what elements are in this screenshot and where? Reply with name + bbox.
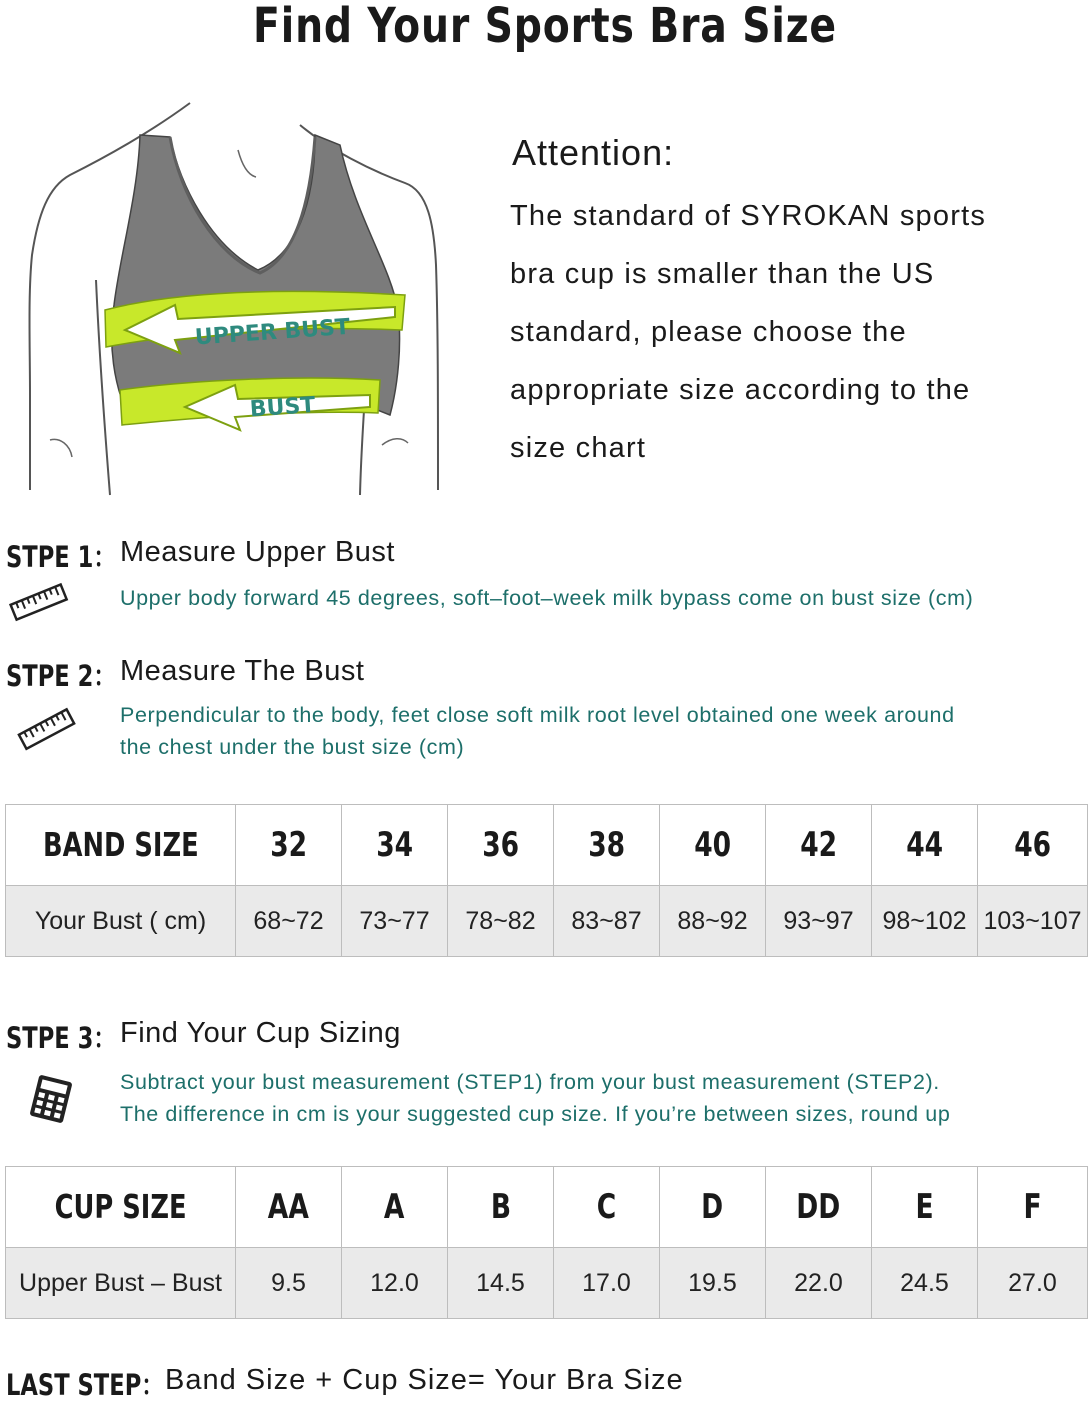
page-title: Find Your Sports Bra Size [253,0,837,54]
bust-range-row [6,886,1088,957]
band-size-table [5,804,1088,957]
band-size-cell: 34 [342,805,448,886]
step2-description-line: the chest under the bust size (cm) [120,735,465,759]
cup-size-header-row [6,1167,1088,1248]
band-size-cell: 46 [978,805,1088,886]
band-size-cell: 32 [236,805,342,886]
bust-range-cell: 103~107 [978,886,1088,957]
cup-size-cell: E [872,1167,978,1248]
step2-label: STPE 2： [6,659,116,693]
bust-range-cell: 78~82 [448,886,554,957]
bust-range-cell: 93~97 [766,886,872,957]
step2-description [120,699,955,763]
cup-size-cell: F [978,1167,1088,1248]
bust-range-cell: 83~87 [554,886,660,957]
cup-difference-cell: 19.5 [660,1248,766,1319]
upper-bust-label: UPPER BUST [194,314,351,351]
cup-difference-cell: 17.0 [554,1248,660,1319]
attention-line: standard, please choose the [510,316,907,348]
step2-description-line: Perpendicular to the body, feet close soft milk root level obtained one week around [120,703,955,727]
attention-line: The standard of SYROKAN sports [510,200,987,232]
step3-label: STPE 3： [6,1021,116,1055]
cup-difference-cell: 24.5 [872,1248,978,1319]
cup-difference-cell: 27.0 [978,1248,1088,1319]
attention-line: bra cup is smaller than the US [510,258,935,290]
last-step-label: LAST STEP： [6,1368,164,1402]
cup-difference-cell: 22.0 [766,1248,872,1319]
band-size-cell: 38 [554,805,660,886]
bust-range-cell: 88~92 [660,886,766,957]
cup-size-cell: A [342,1167,448,1248]
step2-title: Measure The Bust [120,655,365,687]
last-step-text: Band Size + Cup Size= Your Bra Size [165,1364,684,1396]
step1-title: Measure Upper Bust [120,536,395,568]
attention-heading: Attention: [512,132,675,173]
band-size-cell: 36 [448,805,554,886]
cup-difference-label: Upper Bust – Bust [6,1248,236,1319]
attention-line: appropriate size according to the [510,374,971,406]
ruler-icon [8,580,70,626]
attention-line: size chart [510,432,647,464]
cup-difference-cell: 9.5 [236,1248,342,1319]
bust-range-cell: 98~102 [872,886,978,957]
step1-description: Upper body forward 45 degrees, soft–foot–week milk bypass come on bust size (cm) [120,586,974,610]
cup-difference-row [6,1248,1088,1319]
band-size-header-label: BAND SIZE [6,805,236,886]
bust-label: BUST [249,392,317,423]
attention-text [510,187,1050,477]
cup-size-cell: AA [236,1167,342,1248]
step3-description [120,1066,950,1130]
calculator-icon [24,1072,78,1126]
ruler-icon [16,705,78,755]
cup-difference-cell: 14.5 [448,1248,554,1319]
step3-description-line: The difference in cm is your suggested cup size. If you’re between sizes, round up [120,1102,951,1126]
band-size-header-row [6,805,1088,886]
cup-size-cell: D [660,1167,766,1248]
band-size-cell: 40 [660,805,766,886]
band-size-cell: 44 [872,805,978,886]
cup-size-header-label: CUP SIZE [6,1167,236,1248]
cup-size-cell: B [448,1167,554,1248]
cup-size-table [5,1166,1088,1319]
step1-label: STPE 1： [6,540,116,574]
bust-range-cell: 73~77 [342,886,448,957]
step3-description-line: Subtract your bust measurement (STEP1) from your bust measurement (STEP2). [120,1070,940,1094]
cup-difference-cell: 12.0 [342,1248,448,1319]
cup-size-cell: C [554,1167,660,1248]
bust-range-cell: 68~72 [236,886,342,957]
cup-size-cell: DD [766,1167,872,1248]
band-size-cell: 42 [766,805,872,886]
bra-measurement-illustration [10,95,450,500]
bust-range-label: Your Bust ( cm) [6,886,236,957]
step3-title: Find Your Cup Sizing [120,1017,401,1049]
